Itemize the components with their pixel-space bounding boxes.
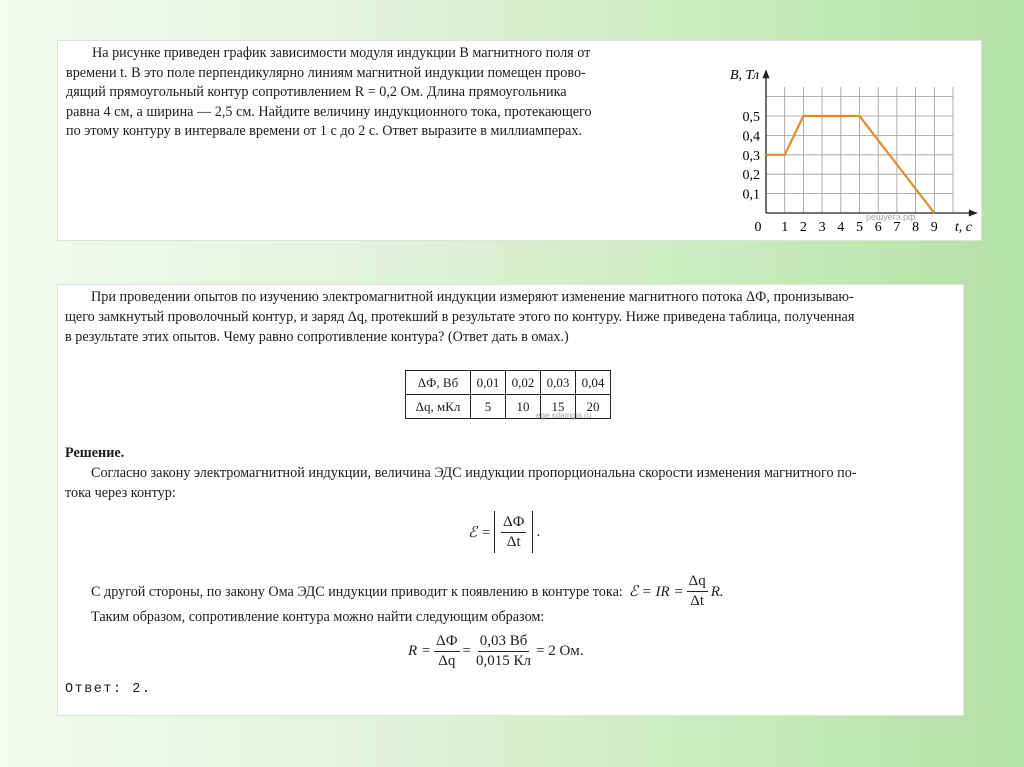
answer: Ответ: 2. xyxy=(65,682,152,697)
table-cell: 0,04 xyxy=(576,371,611,395)
solution-line-1: Согласно закону электромагнитной индукции, величина ЭДС индукции пропорциональна скорости изменения магнитного по- xyxy=(91,465,857,481)
solution-text xyxy=(65,463,957,503)
solution-title: Решение. xyxy=(65,445,125,461)
graph-watermark: решуегэ.рф xyxy=(866,212,916,222)
formula-emf xyxy=(468,511,540,553)
formula-resistance-tail: = 2 Ом. xyxy=(536,643,584,659)
formula-ohm-lhs: ℰ = IR = xyxy=(628,583,684,600)
problem-2-line-3: в результате этих опытов. Чему равно сопротивление контура? (Ответ дать в омах.) xyxy=(65,329,569,345)
problem-1-text xyxy=(66,44,658,142)
induction-graph xyxy=(664,59,979,237)
y-tick-label: 0,5 xyxy=(742,110,760,125)
table-cell: 0,03 xyxy=(541,371,576,395)
formula-ohm xyxy=(629,573,724,610)
formula-resistance-den1: Δq xyxy=(438,653,456,669)
y-axis-arrow xyxy=(763,69,770,78)
problem-1-line-2: времени t. В это поле перпендикулярно линиям магнитной индукции помещен прово- xyxy=(66,64,586,81)
graph-y-axis-label: B, Тл xyxy=(730,68,759,84)
thus-line xyxy=(65,607,957,627)
y-tick-label: 0,1 xyxy=(742,187,760,203)
problem-1-line-4: равна 4 см, а ширина — 2,5 см. Найдите величину индукционного тока, протекающего xyxy=(66,103,592,120)
thus-text: Таким образом, сопротивление контура можно найти следующим образом: xyxy=(91,609,545,625)
x-tick-label: 8 xyxy=(912,220,920,235)
table-watermark: ege.sdamgia.ru xyxy=(536,411,592,420)
problem-2-panel xyxy=(58,285,963,715)
series-line xyxy=(766,116,934,213)
formula-ohm-numerator: Δq xyxy=(687,573,708,592)
x-tick-label: 2 xyxy=(799,220,807,235)
graph-x-axis-label: t, c xyxy=(954,220,972,235)
problem-1-line-1: На рисунке приведен график зависимости модуля индукции B магнитного поля от xyxy=(92,45,591,61)
x-tick-label: 5 xyxy=(856,220,863,235)
x-tick-label: 9 xyxy=(930,220,938,235)
formula-ohm-tail: R. xyxy=(710,583,724,600)
graph-axes xyxy=(763,69,978,216)
y-tick-label: 0,2 xyxy=(742,168,760,184)
formula-emf-denominator: Δt xyxy=(506,533,521,550)
problem-1-line-3: дящий прямоугольный контур сопротивлением R = 0,2 Ом. Длина прямоугольника xyxy=(66,84,567,100)
ohm-law-text: С другой стороны, по закону Ома ЭДС индукции приводит к появлению в контуре тока: xyxy=(91,583,623,600)
solution-line-2: тока через контур: xyxy=(65,485,176,501)
formula-resistance-num1: ΔФ xyxy=(434,633,460,652)
formula-emf-lhs: ℰ = xyxy=(468,524,491,541)
problem-2-line-2: щего замкнутый проволочный контур, и заряд Δq, протекший в результате этого по контуру. Ниже приведена таблица, полученная xyxy=(65,309,855,325)
table-cell: 20 xyxy=(576,395,611,419)
formula-resistance xyxy=(408,633,584,670)
y-tick-label: 0,3 xyxy=(742,148,760,164)
problem-1-line-5: по этому контуру в интервале времени от 1 с до 2 с. Ответ выразите в миллиамперах. xyxy=(66,123,583,139)
x-tick-label: 0 xyxy=(754,220,762,235)
ohm-law-line xyxy=(65,573,724,610)
table-row-label: Δq, мКл xyxy=(406,395,471,419)
table-cell: 5 xyxy=(471,395,506,419)
y-tick-label: 0,4 xyxy=(742,129,760,145)
x-tick-label: 7 xyxy=(893,220,901,235)
x-tick-label: 4 xyxy=(837,220,845,235)
formula-resistance-num2: 0,03 Вб xyxy=(478,633,530,652)
graph-grid xyxy=(766,87,953,213)
formula-emf-numerator: ΔФ xyxy=(501,514,527,533)
x-tick-label: 6 xyxy=(874,220,882,235)
x-tick-label: 1 xyxy=(781,220,789,235)
formula-emf-tail: . xyxy=(536,523,541,540)
formula-resistance-eq: = xyxy=(462,643,472,659)
x-axis-arrow xyxy=(969,210,978,217)
table-cell: 0,02 xyxy=(506,371,541,395)
table-cell: 0,01 xyxy=(471,371,506,395)
problem-1-panel xyxy=(58,41,981,240)
table-cell: 10 xyxy=(506,395,541,419)
problem-2-text xyxy=(65,287,957,347)
table-row xyxy=(406,371,611,395)
problem-2-line-1: При проведении опытов по изучению электромагнитной индукции измеряют изменение магнитного потока ΔФ, пронизываю- xyxy=(91,289,854,305)
table-row-label: ΔФ, Вб xyxy=(406,371,471,395)
formula-resistance-den2: 0,015 Кл xyxy=(476,653,532,669)
graph-series xyxy=(766,116,934,213)
formula-ohm-denominator: Δt xyxy=(690,593,705,609)
x-tick-label: 3 xyxy=(818,220,826,235)
formula-resistance-lhs: R = xyxy=(408,643,432,659)
table-cell: 15 xyxy=(541,395,576,419)
